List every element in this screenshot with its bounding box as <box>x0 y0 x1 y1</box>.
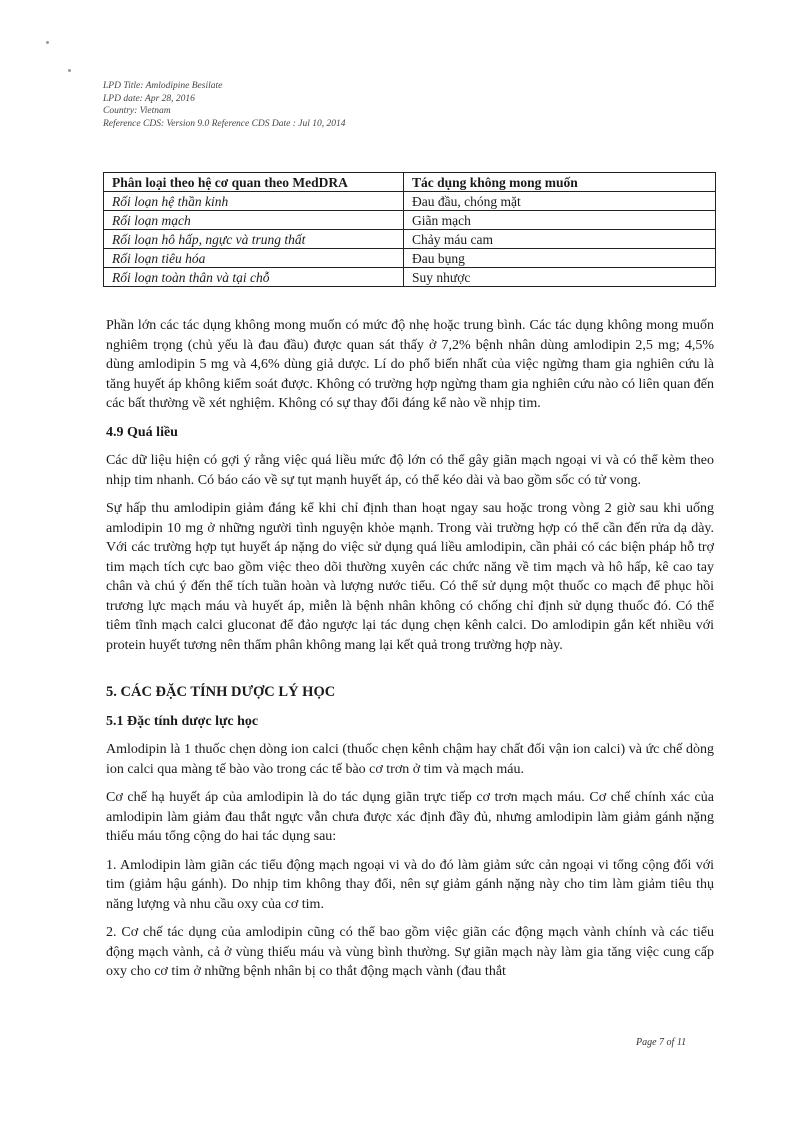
adverse-effects-table <box>103 172 716 287</box>
header-country: Country: Vietnam <box>103 106 171 116</box>
table-header-effect: Tác dụng không mong muốn <box>404 173 716 192</box>
section-heading-pharmacology: 5. CÁC ĐẶC TÍNH DƯỢC LÝ HỌC <box>106 684 336 700</box>
header-reference: Reference CDS: Version 9.0 Reference CDS Date : Jul 10, 2014 <box>103 118 346 129</box>
list-item-mechanism-1: 1. Amlodipin làm giãn các tiểu động mạch ngoại vi và do đó làm giảm sức cản ngoại vi tổng cộng đối với tim (giảm hậu gánh). Do nhịp tim không thay đổi, nên sự giảm gánh nặng này cho tim làm giảm tiêu thụ năng lượng và nhu cầu oxy của cơ tim. <box>106 857 714 912</box>
table-header-organ: Phân loại theo hệ cơ quan theo MedDRA <box>104 173 404 192</box>
scan-speck <box>46 41 49 44</box>
scan-speck <box>68 69 71 72</box>
paragraph-mechanism-intro: Amlodipin là 1 thuốc chẹn dòng ion calci (thuốc chẹn kênh chậm hay chất đối vận ion calci) và ức chế dòng ion calci qua màng tế bào vào trong các tế bào cơ trơn ở tim và mạch máu. <box>106 742 714 777</box>
table-cell-effect: Suy nhược <box>404 268 716 287</box>
table-cell-effect: Đau đầu, chóng mặt <box>404 192 716 211</box>
table-cell-organ: Rối loạn mạch <box>104 211 404 230</box>
table-header-row <box>104 173 716 192</box>
document-header <box>103 80 346 130</box>
list-item-mechanism-2: 2. Cơ chế tác dụng của amlodipin cũng có thể bao gồm việc giãn các động mạch vành chính và các tiểu động mạch vành, cả ở vùng thiếu máu và vùng bình thường. Sự giãn mạch này làm gia tăng việc cung cấp oxy cho cơ tim ở những bệnh nhân bị co thắt động mạch vành (đau thắt <box>106 925 714 979</box>
table-cell-organ: Rối loạn toàn thân và tại chỗ <box>104 268 404 287</box>
table-cell-effect: Chảy máu cam <box>404 230 716 249</box>
table-cell-organ: Rối loạn hô hấp, ngực và trung thất <box>104 230 404 249</box>
paragraph-overdose-effects: Các dữ liệu hiện có gợi ý rằng việc quá liều mức độ lớn có thể gây giãn mạch ngoại vi và có thể kèm theo nhịp tim nhanh. Có báo cáo về sự tụt mạnh huyết áp, có thể kéo dài và bao gồm sốc có tử vong. <box>106 453 714 488</box>
document-body <box>106 316 714 991</box>
table-row <box>104 230 716 249</box>
subsection-heading-pharmacodynamics: 5.1 Đặc tính dược lực học <box>106 713 259 729</box>
paragraph-overdose-treatment: Sự hấp thu amlodipin giảm đáng kể khi chỉ định than hoạt ngay sau hoặc trong vòng 2 giờ sau khi uống amlodipin 10 mg ở những người tình nguyện khỏe mạnh. Trong vài trường hợp có thể cần đến rửa dạ dày. Với các trường hợp tụt huyết áp nặng do việc sử dụng quá liều amlodipin, cần phải có các biện pháp hỗ trợ tim mạch tích cực bao gồm việc theo dõi thường xuyên các chức năng về tim mạch và hô hấp, kê cao tay chân và chú ý đến thể tích tuần hoàn và lượng nước tiểu. Có thể sử dụng một thuốc co mạch để phục hồi trương lực mạch máu và huyết áp, miễn là bệnh nhân không có chống chỉ định sử dụng thuốc đó. Có thể tiêm tĩnh mạch calci gluconat để đảo ngược lại tác dụng chẹn kênh calci. Do amlodipin gắn kết nhiều với protein huyết tương nên thẩm phân không mang lại kết quả trong trường hợp này. <box>106 501 714 653</box>
table-row <box>104 268 716 287</box>
table-row <box>104 192 716 211</box>
header-title: LPD Title: Amlodipine Besilate <box>103 81 223 91</box>
paragraph-adverse-summary: Phần lớn các tác dụng không mong muốn có mức độ nhẹ hoặc trung bình. Các tác dụng không mong muốn nghiêm trọng (chủ yếu là đau đầu) được quan sát thấy ở 7,2% bệnh nhân dùng amlodipin 2,5 mg; 4,5% dùng amlodipin 5 mg và 4,6% dùng giả dược. Lí do phổ biến nhất của việc ngừng tham gia nghiên cứu là tăng huyết áp không kiểm soát được. Không có trường hợp ngừng tham gia nghiên cứu nào có liên quan đến các bất thường về xét nghiệm. Không có sự thay đổi đáng kể nào về nhịp tim. <box>106 318 714 411</box>
table-row <box>104 211 716 230</box>
header-date: LPD date: Apr 28, 2016 <box>103 93 195 104</box>
table-row <box>104 249 716 268</box>
page-number: Page 7 of 11 <box>636 1037 687 1048</box>
table-cell-effect: Đau bụng <box>404 249 716 268</box>
table-cell-effect: Giãn mạch <box>404 211 716 230</box>
table-cell-organ: Rối loạn hệ thần kinh <box>104 192 404 211</box>
table-cell-organ: Rối loạn tiêu hóa <box>104 249 404 268</box>
paragraph-mechanism-bp: Cơ chế hạ huyết áp của amlodipin là do tác dụng giãn trực tiếp cơ trơn mạch máu. Cơ chế chính xác của amlodipin làm giảm đau thắt ngực vẫn chưa được xác định đầy đủ, nhưng amlodipin làm giảm gánh nặng thiếu máu tổng cộng do hai tác dụng sau: <box>106 790 714 844</box>
section-heading-overdose: 4.9 Quá liều <box>106 424 178 440</box>
